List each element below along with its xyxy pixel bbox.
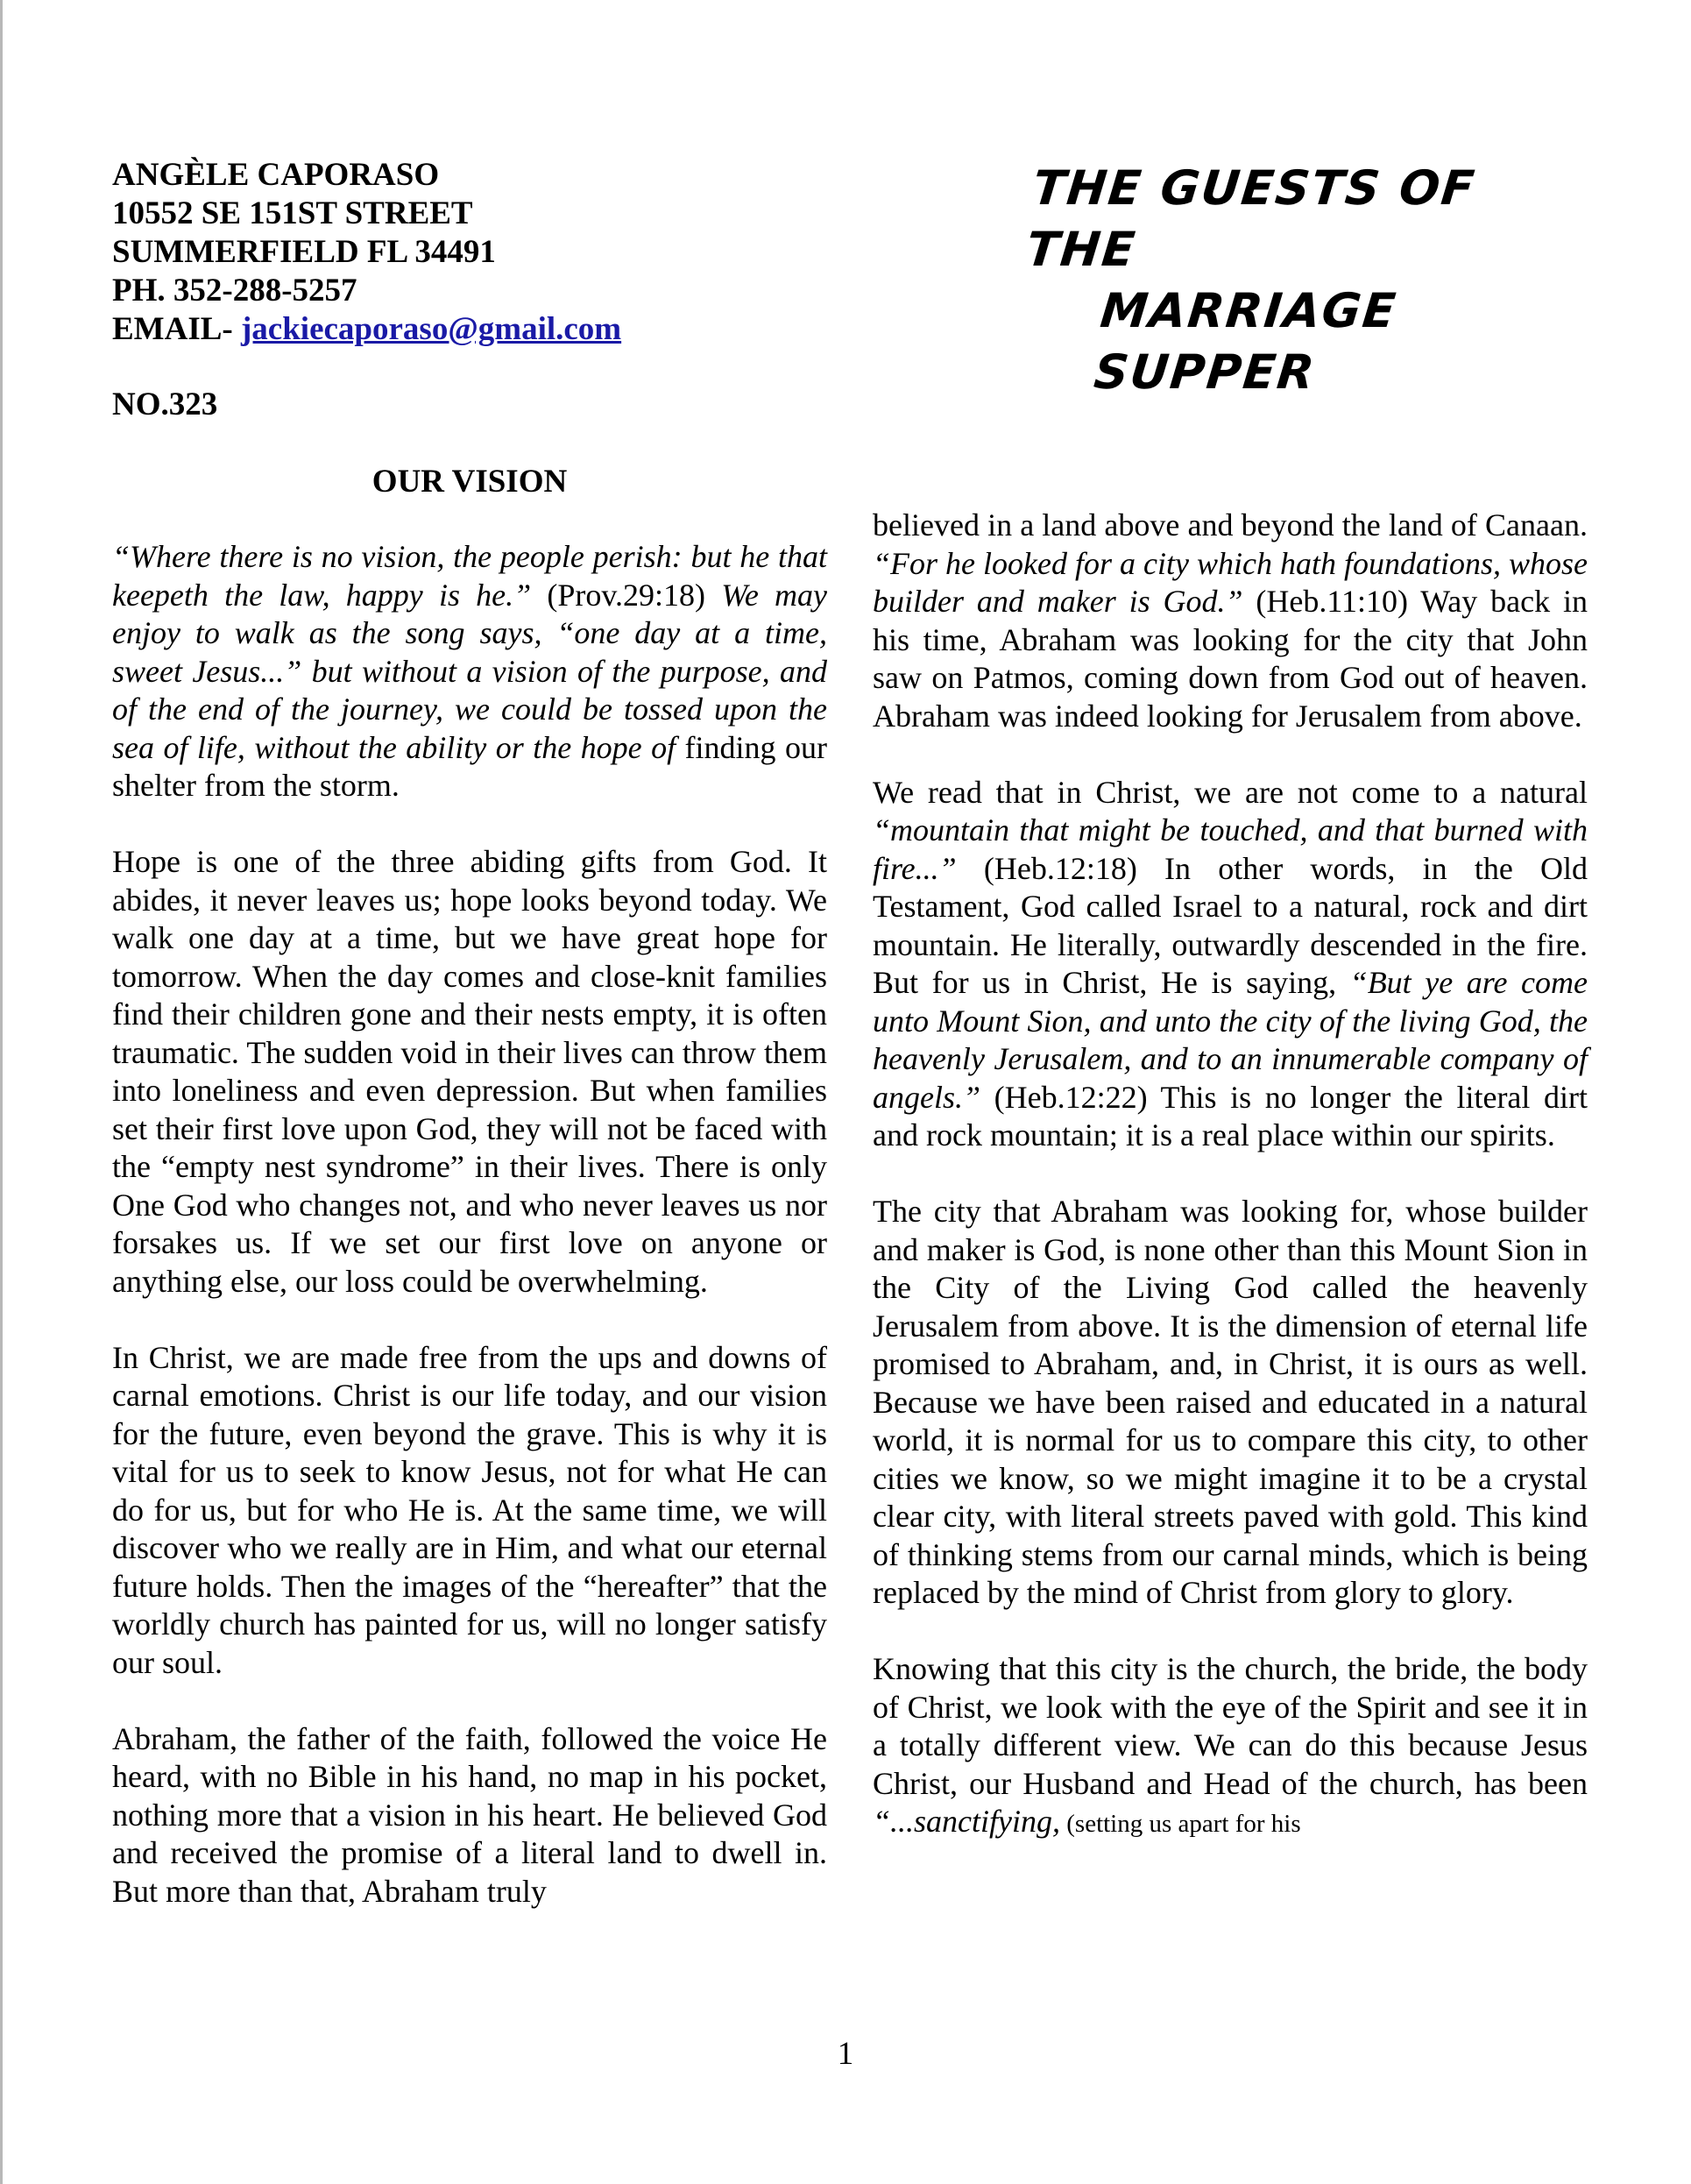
italic-text: We may enjoy to walk as the song says, “one day at a time, sweet Jesus...” but without a vision of the purpose, and of the end of the journey, we could be tossed upon the sea of life, without the ability or the hope of	[112, 577, 828, 765]
sender-street: 10552 SE 151ST STREET	[112, 195, 473, 231]
paragraph: In Christ, we are made free from the ups and downs of carnal emotions. Christ is our life today, and our vision for the future, even beyond the grave. This is why it is vital for us to seek to know Jesus, not for what He can do for us, but for who He is. At the same time, we will discover who we really are in Him, and what our eternal future holds. Then the images of the “hereafter” that the worldly church has painted for us, will no longer satisfy our soul.	[112, 1339, 827, 1680]
quotation: “But ye are come unto Mount Sion, and unto the city of the living God, the heavenly Jerusalem, and to an innumerable company of angels.”	[873, 965, 1588, 1115]
paragraph	[873, 774, 1588, 1155]
page-edge	[0, 0, 3, 2184]
parenthetical-note: (setting us apart for his	[1060, 1810, 1301, 1838]
article-heading: OUR VISION	[371, 464, 568, 500]
quotation: “...sanctifying,	[873, 1804, 1060, 1839]
paragraph	[873, 1650, 1588, 1844]
paragraph	[873, 507, 1588, 735]
quotation: “Where there is no vision, the people perish: but he that keepeth the law, happy is he.”	[112, 539, 827, 613]
quotation: “mountain that might be touched, and that burned with fire...”	[873, 812, 1588, 886]
email-link[interactable]: jackiecaporaso@gmail.com	[240, 311, 622, 347]
sender-email-line	[112, 310, 621, 349]
right-column	[873, 507, 1588, 1844]
email-label: EMAIL-	[112, 311, 241, 347]
body-text: Knowing that this city is the church, the bride, the body of Christ, we look with the eye of the Spirit and see it in a totally different view. We can do this because Jesus Christ, our Husband and Head of the church, has been	[873, 1651, 1588, 1801]
left-column	[112, 538, 827, 1911]
body-text: (Heb.11:10) Way back in his time, Abraham was looking for the city that John saw on Patmos, coming down from God out of heaven. Abraham was indeed looking for Jerusalem from above.	[873, 584, 1588, 734]
paragraph	[112, 538, 827, 805]
quotation: “For he looked for a city which hath foundations, whose builder and maker is God.”	[873, 545, 1588, 619]
body-text: (Heb.12:22) This is no longer the literal dirt and rock mountain; it is a real place within our spirits.	[873, 1079, 1588, 1152]
sender-address-block	[112, 156, 621, 349]
document-title	[994, 158, 1598, 403]
scripture-reference: (Prov.29:18)	[547, 577, 722, 613]
body-text: finding our shelter from the storm.	[112, 729, 827, 803]
body-text: believed in a land above and beyond the land of Canaan.	[873, 507, 1588, 542]
body-text: (Heb.12:18) In other words, in the Old Testament, God called Israel to a natural, rock and dirt mountain. He literally, outwardly descended in the fire. But for us in Christ, He is saying,	[873, 850, 1588, 1000]
sender-city: SUMMERFIELD FL 34491	[112, 234, 496, 270]
sender-phone: PH. 352-288-5257	[112, 273, 357, 308]
paragraph: Abraham, the father of the faith, followed the voice He heard, with no Bible in his hand, no map in his pocket, nothing more that a vision in his heart. He believed God and received the promise of a literal land to dwell in. But more than that, Abraham truly	[112, 1720, 827, 1909]
paragraph: The city that Abraham was looking for, whose builder and maker is God, is none other than this Mount Sion in the City of the Living God called the heavenly Jerusalem from above. It is the dimension of eternal life promised to Abraham, and, in Christ, it is ours as well. Because we have been raised and educated in a natural world, it is normal for us to compare this city, to other cities we know, so we might imagine it to be a crystal clear city, with literal streets paved with gold. This kind of thinking stems from our carnal minds, which is being replaced by the mind of Christ from glory to glory.	[873, 1194, 1588, 1610]
issue-number: NO.323	[112, 386, 218, 422]
page-number: 1	[837, 2036, 854, 2072]
sender-name: ANGÈLE CAPORASO	[112, 157, 440, 193]
title-line-1: THE GUESTS OF THE	[1023, 160, 1479, 277]
title-line-2: MARRIAGE SUPPER	[1091, 283, 1400, 400]
body-text: We read that in Christ, we are not come to a natural	[873, 774, 1588, 810]
paragraph: Hope is one of the three abiding gifts from God. It abides, it never leaves us; hope looks beyond today. We walk one day at a time, but we have great hope for tomorrow. When the day comes and close-knit families find their children gone and their nests empty, it is often traumatic. The sudden void in their lives can throw them into loneliness and even depression. But when families set their first love upon God, they will not be faced with the “empty nest syndrome” in their lives. There is only One God who changes not, and who never leaves us nor forsakes us. If we set our first love on anyone or anything else, our loss could be overwhelming.	[112, 844, 827, 1299]
